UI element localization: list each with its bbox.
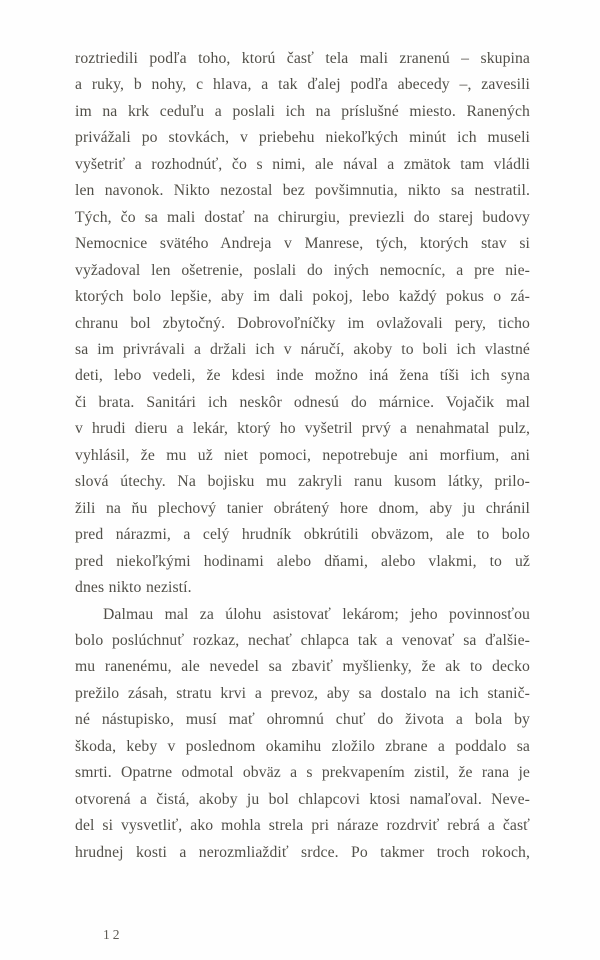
text-line: hrudnej kosti a nerozmliaždiť srdce. Po takmer troch rokoch,: [75, 843, 530, 861]
text-line: Tých, čo sa mali dostať na chirurgiu, previezli do starej budovy: [75, 208, 530, 226]
text-line: Nemocnice svätého Andreja v Manrese, tých, ktorých stav si: [75, 235, 530, 253]
text-line: né nástupisko, musí mať ohromnú chuť do života a bola by: [75, 711, 530, 729]
text-line: vyšetriť a rozhodnúť, čo s nimi, ale nával a zmätok tam vládli: [75, 155, 530, 173]
text-line: smrti. Opatrne odmotal obväz a s prekvapením zistil, že rana je: [75, 764, 530, 782]
text-line: im na krk ceduľu a poslali ich na príslušné miesto. Ranených: [75, 102, 530, 120]
text-line: roztriedili podľa toho, ktorú časť tela mali zranenú – skupina: [75, 50, 530, 67]
text-line: v hrudi dieru a lekár, ktorý ho vyšetril prvý a nenahmatal pulz,: [75, 420, 530, 438]
text-line: bolo poslúchnuť rozkaz, nechať chlapca tak a venovať sa ďalšie-: [75, 631, 530, 649]
text-line: len navonok. Nikto nezostal bez povšimnutia, nikto sa nestratil.: [75, 182, 530, 200]
text-line: chranu bol zbytočný. Dobrovoľníčky im ovlažovali pery, ticho: [75, 314, 530, 332]
text-line: vyhlásil, že mu už niet pomoci, nepotrebuje ani morfium, ani: [75, 446, 530, 464]
text-line: del si vysvetliť, ako mohla strela pri náraze rozdrviť rebrá a časť: [75, 817, 530, 835]
text-line: či brata. Sanitári ich neskôr odnesú do márnice. Vojačik mal: [75, 393, 530, 411]
text-line: vyžadoval len ošetrenie, poslali do iných nemocníc, a pre nie-: [75, 261, 530, 279]
text-line: a ruky, b nohy, c hlava, a tak ďalej podľa abecedy –, zavesili: [75, 76, 530, 94]
text-line: prežilo zásah, stratu krvi a prevoz, aby sa dostalo na ich stanič-: [75, 684, 530, 702]
text-line: otvorená a čistá, akoby ju bol chlapcovi ktosi namaľoval. Neve-: [75, 790, 530, 808]
text-line: slová útechy. Na bojisku mu zakryli ranu kusom látky, prilo-: [75, 473, 530, 491]
text-line: pred niekoľkými hodinami alebo dňami, alebo vlakmi, to už: [75, 552, 530, 570]
page-text-block: [75, 46, 530, 866]
text-line: škoda, keby v poslednom okamihu zložilo zbrane a poddalo sa: [75, 737, 530, 755]
text-line: privážali po stovkách, v priebehu niekoľkých minút ich museli: [75, 129, 530, 147]
text-line: mu ranenému, ale nevedel sa zbaviť myšlienky, že ak to decko: [75, 658, 530, 676]
text-line: žili na ňu plechový tanier obrátený hore dnom, aby ju chránil: [75, 499, 530, 517]
text-line: pred nárazmi, a celý hrudník obkrútili obväzom, ale to bolo: [75, 526, 530, 544]
text-line: ktorých bolo lepšie, aby im dali pokoj, lebo každý pokus o zá-: [75, 288, 530, 306]
text-line: Dalmau mal za úlohu asistovať lekárom; jeho povinnosťou: [103, 605, 530, 623]
page-number: 12: [103, 927, 123, 942]
text-line: dnes nikto nezistí.: [75, 579, 192, 597]
text-line: deti, lebo vedeli, že kdesi inde možno iná žena tíši ich syna: [75, 367, 530, 385]
text-line: sa im privrávali a držali ich v náručí, akoby to boli ich vlastné: [75, 340, 530, 358]
